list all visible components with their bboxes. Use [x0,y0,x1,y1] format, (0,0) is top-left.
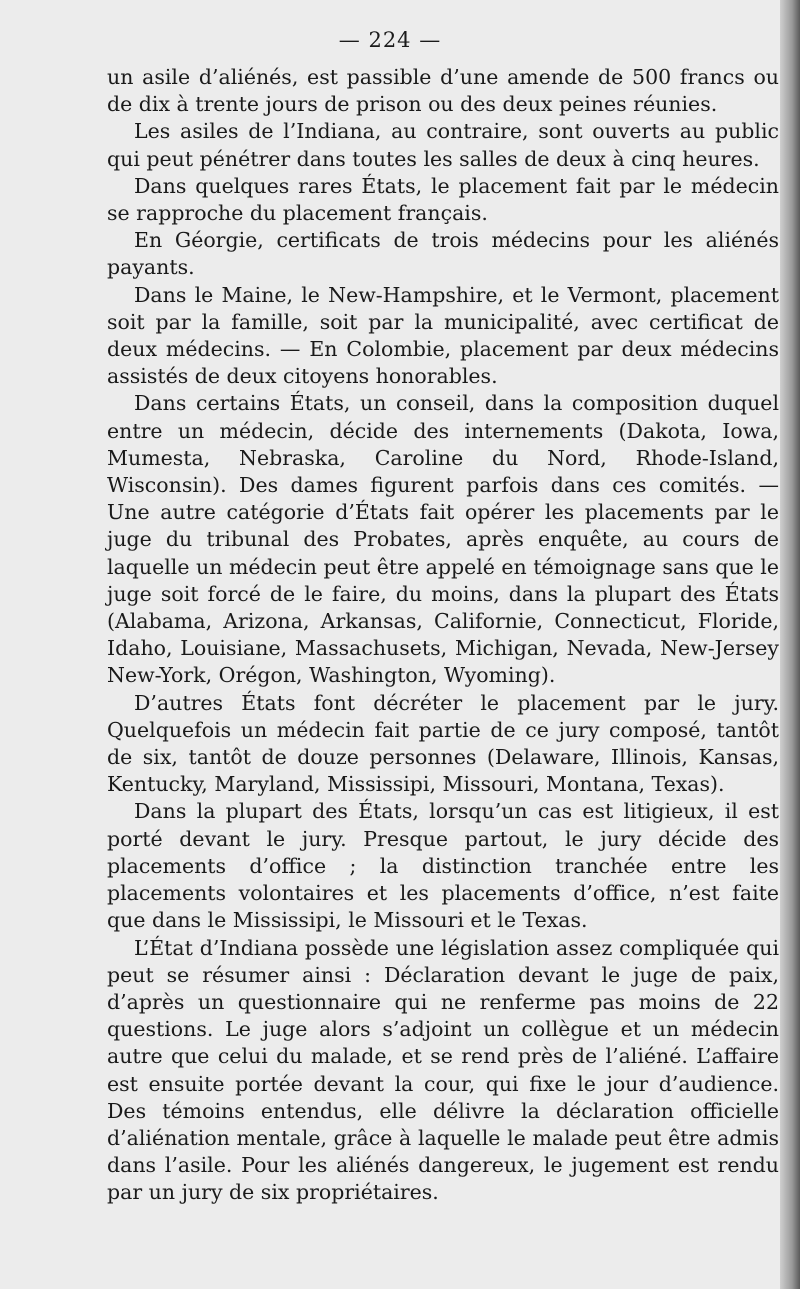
paragraph: L’État d’Indiana possède une législation assez compliquée qui peut se résumer ainsi : Déclaration devant le juge de paix, d’après un questionnaire qui ne renferme pas moins de 22 questions. Le juge alors s’adjoint un collègue et un médecin autre que celui du malade, et se rend près de l’aliéné. L’affaire est ensuite portée devant la cour, qui fixe le jour d’audience. Des témoins entendus, elle délivre la déclaration officielle d’aliénation mentale, grâce à laquelle le malade peut être admis dans l’asile. Pour les aliénés dangereux, le jugement est rendu par un jury de six propriétaires. [107,935,779,1205]
paragraph: Dans la plupart des États, lorsqu’un cas est litigieux, il est porté devant le jury. Presque partout, le jury décide des placements d’office ; la distinction tranchée entre les placements volontaires et les placements d’office, n’est faite que dans le Mississipi, le Missouri et le Texas. [107,799,779,933]
paragraph: Dans quelques rares États, le placement fait par le médecin se rapproche du placement français. [107,173,779,226]
page-number: — 224 — [338,28,442,52]
body-text [107,64,779,1207]
paragraph: un asile d’aliénés, est passible d’une amende de 500 francs ou de dix à trente jours de prison ou des deux peines réunies. [107,65,779,117]
paragraph: Dans le Maine, le New-Hampshire, et le Vermont, placement soit par la famille, soit par la municipalité, avec certificat de deux médecins. — En Colombie, placement par deux médecins assistés de deux citoyens honorables. [107,282,779,389]
paragraph: En Géorgie, certificats de trois médecins pour les aliénés payants. [107,228,779,280]
paragraph: D’autres États font décréter le placement par le jury. Quelquefois un médecin fait partie de ce jury composé, tantôt de six, tantôt de douze personnes (Delaware, Illinois, Kansas, Kentucky, Maryland, Mississipi, Missouri, Montana, Texas). [107,690,779,797]
paragraph: Les asiles de l’Indiana, au contraire, sont ouverts au public qui peut pénétrer dans toutes les salles de deux à cinq heures. [107,119,779,171]
paragraph: Dans certains États, un conseil, dans la composition duquel entre un médecin, décide des internements (Dakota, Iowa, Mumesta, Nebraska, Caroline du Nord, Rhode-Island, Wisconsin). Des dames figurent parfois dans ces comités. — Une autre catégorie d’États fait opérer les placements par le juge du tribunal des Probates, après enquête, au cours de laquelle un médecin peut être appelé en témoignage sans que le juge soit forcé de le faire, du moins, dans la plupart des États (Alabama, Arizona, Arkansas, Californie, Connecticut, Floride, Idaho, Louisiane, Massachusets, Michigan, Nevada, New-Jersey New-York, Orégon, Washington, Wyoming). [107,391,779,688]
page-edge-shadow [780,0,800,1289]
